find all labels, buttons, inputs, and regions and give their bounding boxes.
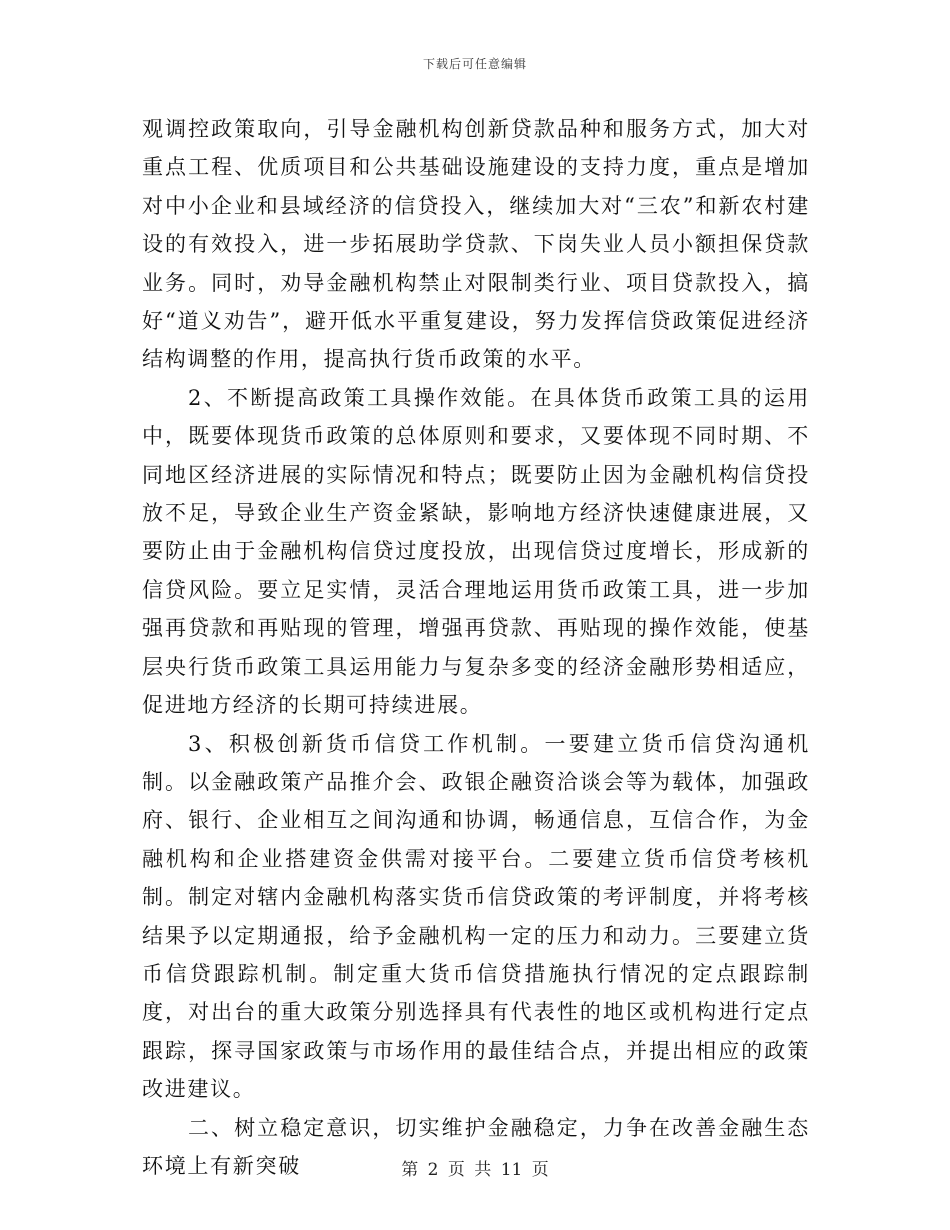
section-heading-2: 二、树立稳定意识，切实维护金融稳定，力争在改善金融生态环境上有新突破 [142,1115,810,1178]
page-header: 下载后可任意编辑 [422,57,527,71]
paragraph-item-2: 2、不断提高政策工具操作效能。在具体货币政策工具的运用中，既要体现货币政策的总体原则和要求，又要体现不同时期、不同地区经济进展的实际情况和特点；既要防止因为金融机构信贷投放不足，导致企业生产资金紧缺，影响地方经济快速健康进展，又要防止由于金融机构信贷过度投放，出现信贷过度增长，形成新的信贷风险。要立足实情，灵活合理地运用货币政策工具，进一步加强再贷款和再贴现的管理，增强再贷款、再贴现的操作效能，使基层央行货币政策工具运用能力与复杂多变的经济金融形势相适应，促进地方经济的长期可持续进展。 [142,385,810,718]
page-number-footer: 第 2 页 共 11 页 [401,1160,549,1180]
document-body [142,110,810,1185]
paragraph-continuation: 观调控政策取向，引导金融机构创新贷款品种和服务方式，加大对重点工程、优质项目和公共基础设施建设的支持力度，重点是增加对中小企业和县域经济的信贷投入，继续加大对“三农”和新农村建设的有效投入，进一步拓展助学贷款、下岗失业人员小额担保贷款业务。同时，劝导金融机构禁止对限制类行业、项目贷款投入，搞好“道义劝告”，避开低水平重复建设，努力发挥信贷政策促进经济结构调整的作用，提高执行货币政策的水平。 [142,117,810,372]
paragraph-item-3: 3、积极创新货币信贷工作机制。一要建立货币信贷沟通机制。以金融政策产品推介会、政银企融资洽谈会等为载体，加强政府、银行、企业相互之间沟通和协调，畅通信息，互信合作，为金融机构和企业搭建资金供需对接平台。二要建立货币信贷考核机制。制定对辖内金融机构落实货币信贷政策的考评制度，并将考核结果予以定期通报，给予金融机构一定的压力和动力。三要建立货币信贷跟踪机制。制定重大货币信贷措施执行情况的定点跟踪制度，对出台的重大政策分别选择具有代表性的地区或机构进行定点跟踪，探寻国家政策与市场作用的最佳结合点，并提出相应的政策改进建议。 [142,731,810,1102]
